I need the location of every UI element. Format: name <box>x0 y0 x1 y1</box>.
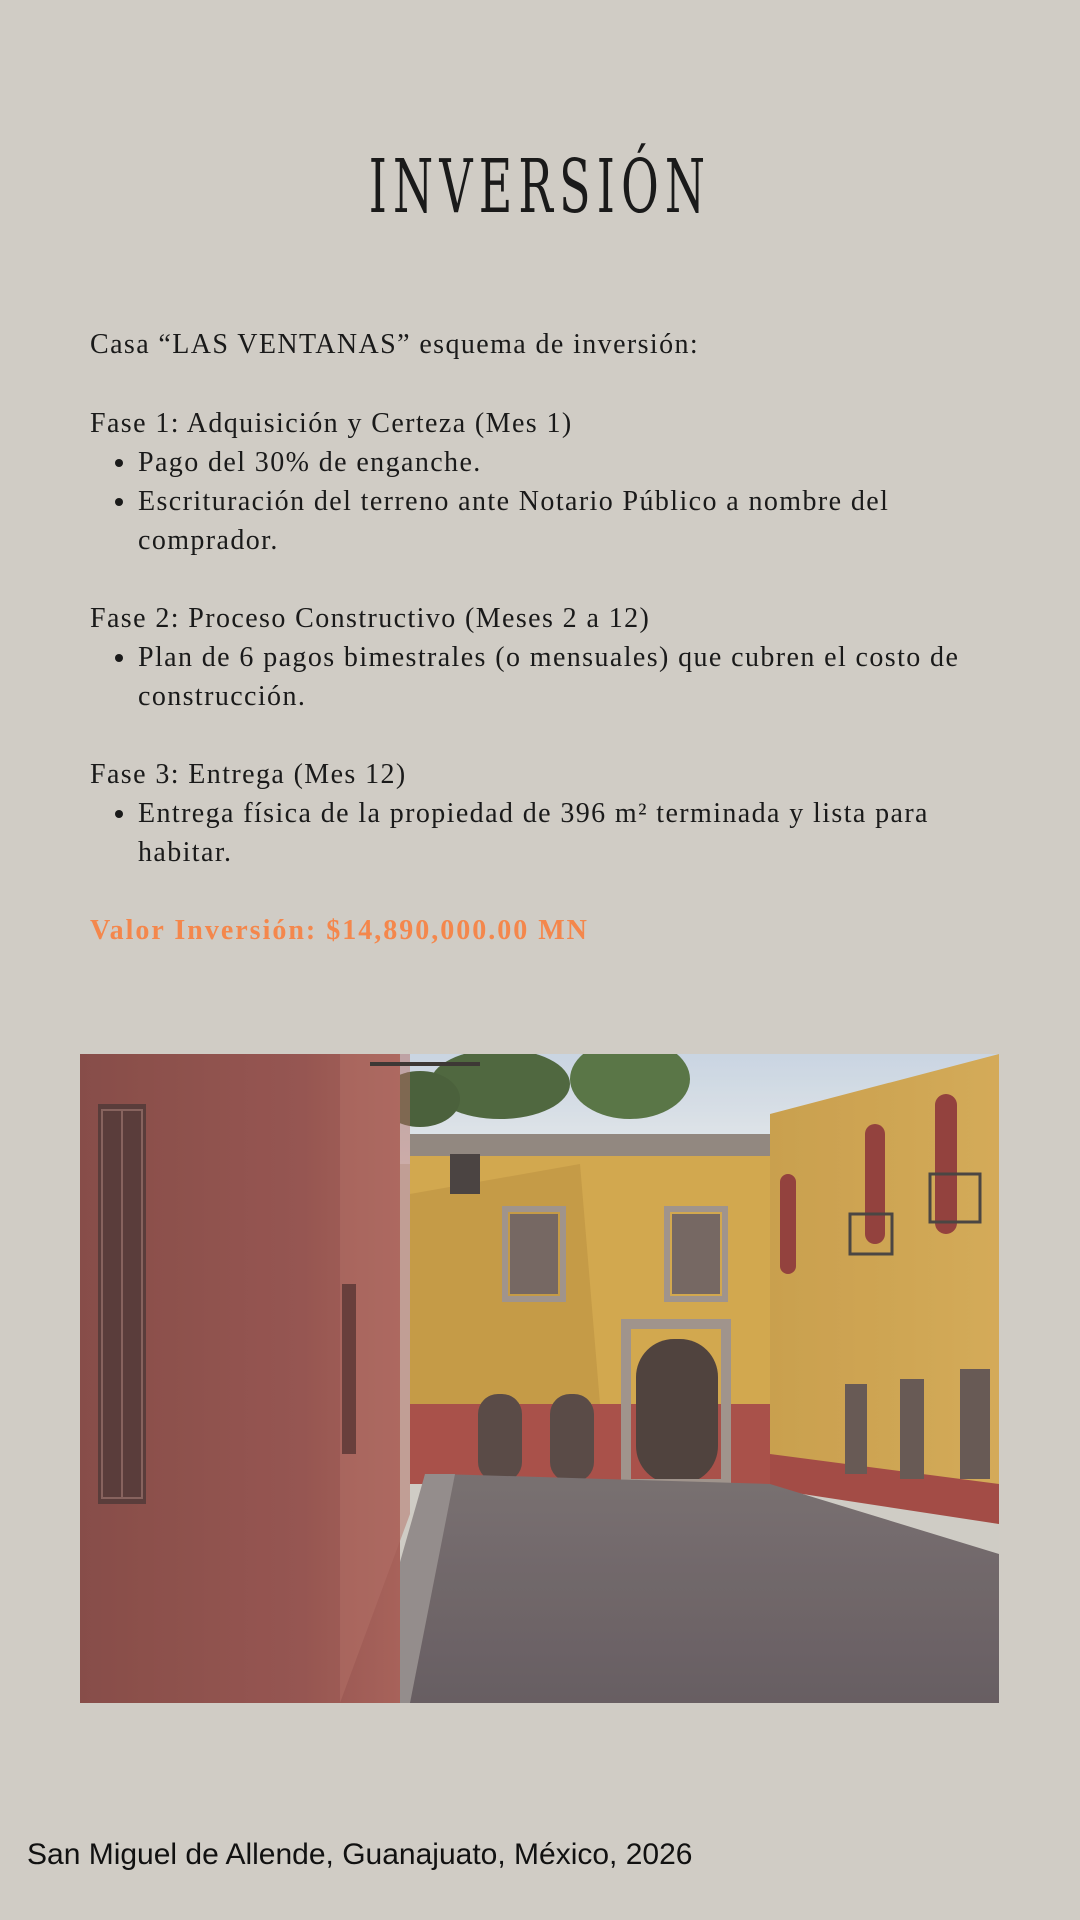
list-item: • Escrituración del terreno ante Notario Público a nombre del comprador. <box>138 482 990 560</box>
phase-3 <box>90 755 990 872</box>
intro-text: Casa “LAS VENTANAS” esquema de inversión: <box>90 329 700 360</box>
phase-title: Fase 2: Proceso Constructivo (Meses 2 a 12) <box>90 603 651 634</box>
phase-list <box>90 638 990 716</box>
street-photo <box>80 1054 999 1703</box>
footer-location: San Miguel de Allende, Guanajuato, México, 2026 <box>27 1838 693 1871</box>
list-item: • Pago del 30% de enganche. <box>138 443 990 482</box>
list-item: • Entrega física de la propiedad de 396 m² terminada y lista para habitar. <box>138 794 990 872</box>
page-title: INVERSIÓN <box>368 144 712 230</box>
phase-1 <box>90 404 990 560</box>
phase-2 <box>90 599 990 716</box>
phase-title: Fase 1: Adquisición y Certeza (Mes 1) <box>90 408 573 439</box>
investment-value: Valor Inversión: $14,890,000.00 MN <box>90 915 589 946</box>
street-scene-illustration <box>80 1054 999 1703</box>
investment-scheme <box>90 325 990 950</box>
phase-title: Fase 3: Entrega (Mes 12) <box>90 759 407 790</box>
phase-list <box>90 794 990 872</box>
list-item: • Plan de 6 pagos bimestrales (o mensuales) que cubren el costo de construcción. <box>138 638 990 716</box>
phase-list <box>90 443 990 560</box>
